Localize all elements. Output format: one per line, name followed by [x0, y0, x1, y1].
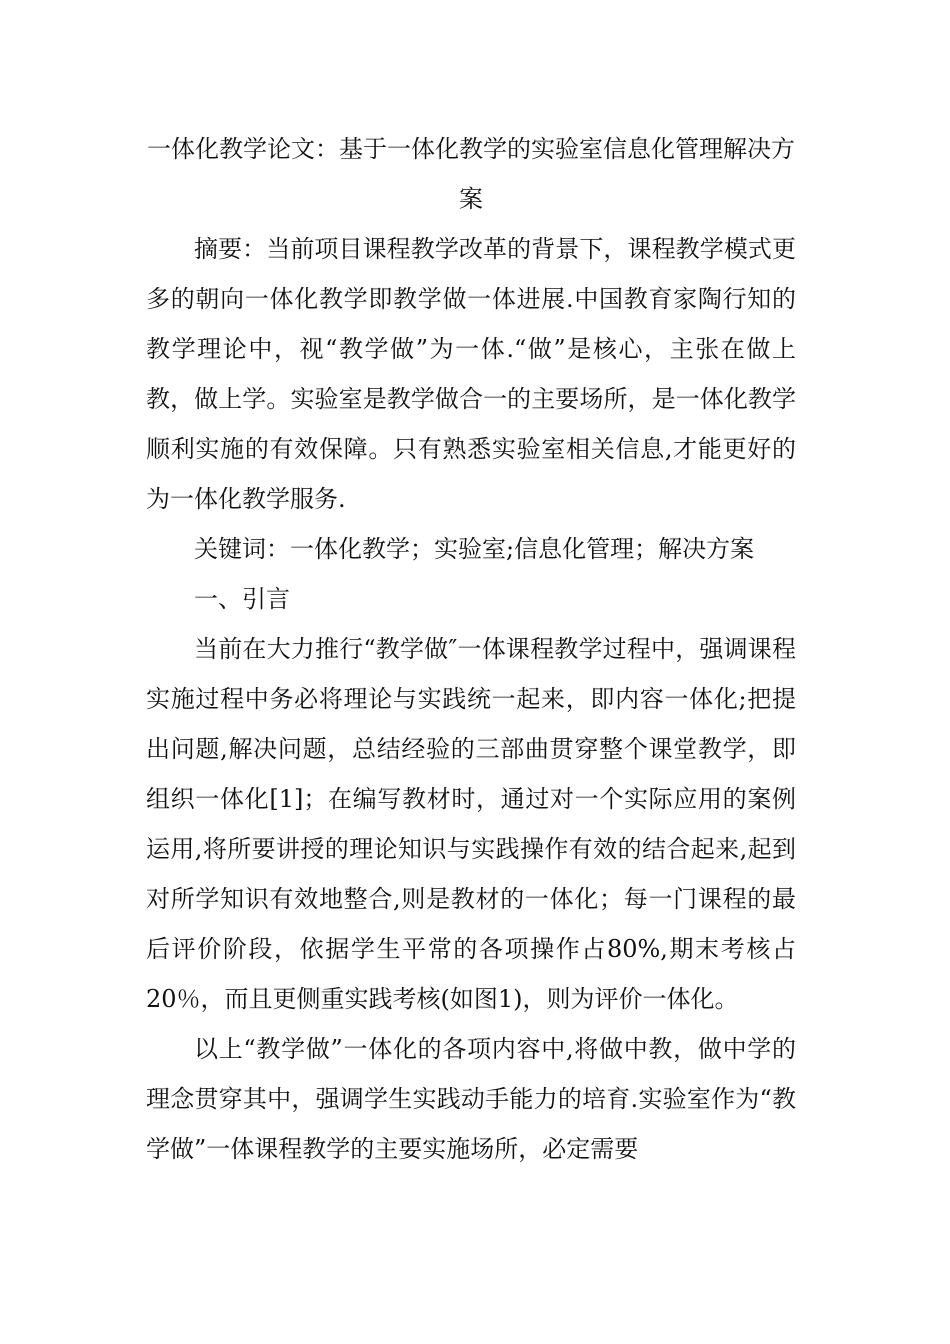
document-body: [146, 124, 796, 1174]
section-heading-introduction: 一、引言: [194, 585, 290, 613]
keywords-paragraph: 关键词：一体化教学；实验室;信息化管理；解决方案: [194, 535, 755, 563]
body-paragraph: 以上“教学做”一体化的各项内容中,将做中教，做中学的理念贯穿其中，强调学生实践动手能力的培育.实验室作为“教学做”一体课程教学的主要实施场所，必定需要: [146, 1035, 796, 1163]
body-paragraph: 当前在大力推行“教学做″一体课程教学过程中，强调课程实施过程中务必将理论与实践统一起来，即内容一体化;把提出问题,解决问题，总结经验的三部曲贯穿整个课堂教学，即组织一体化[1]；在编写教材时，通过对一个实际应用的案例运用,将所要讲授的理论知识与实践操作有效的结合起来,起到对所学知识有效地整合,则是教材的一体化；每一门课程的最后评价阶段，依据学生平常的各项操作占80%,期末考核占20％，而且更侧重实践考核(如图1)，则为评价一体化。: [146, 635, 796, 1013]
document-title: 一体化教学论文：基于一体化教学的实验室信息化管理解决方案: [147, 135, 795, 213]
abstract-paragraph: 摘要：当前项目课程教学改革的背景下，课程教学模式更多的朝向一体化教学即教学做一体进展.中国教育家陶行知的教学理论中，视“教学做”为一体.“做”是核心，主张在做上教，做上学。实验室是教学做合一的主要场所，是一体化教学顺利实施的有效保障。只有熟悉实验室相关信息,才能更好的为一体化教学服务.: [146, 235, 796, 513]
